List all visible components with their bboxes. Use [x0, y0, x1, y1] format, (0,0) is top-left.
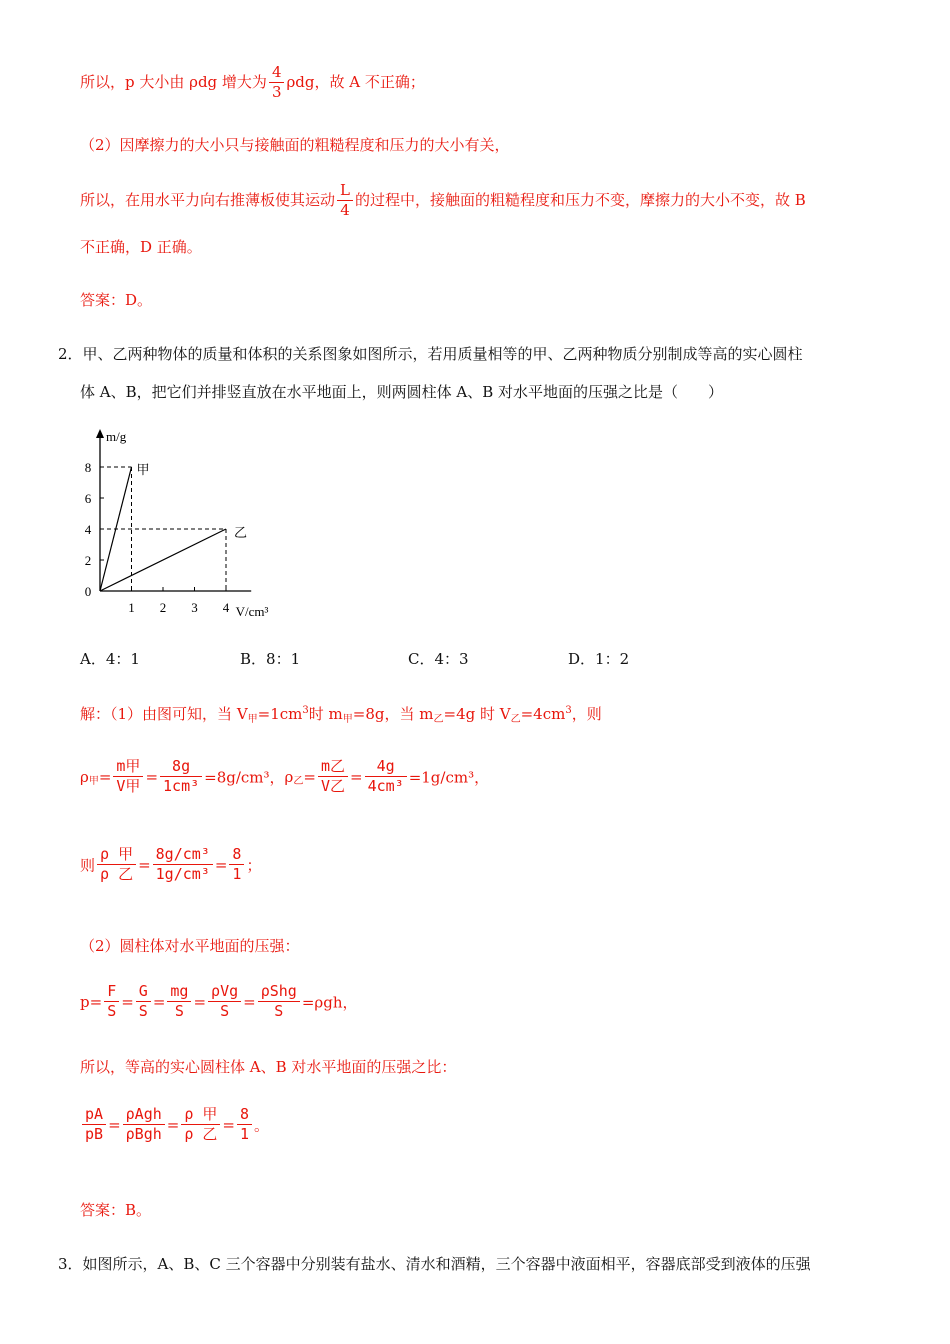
fraction-rhoShg-S: $\frac{\text{ρShg}}{S}$: [258, 983, 300, 1021]
y-tick-label-6: 6: [84, 491, 92, 506]
mass-volume-chart: [72, 420, 342, 630]
sol1-line3: 所以，在用水平力向右推薄板使其运动 $\frac{L}{4}$ 的过程中，接触面的粗糙程度和压力不变，摩擦力的大小不变，故 B: [80, 181, 806, 220]
q2-stem-line1: 2．甲、乙两种物体的质量和体积的关系图象如图所示，若用质量相等的甲、乙两种物质分别制成等高的实心圆柱: [58, 345, 803, 363]
option-b[interactable]: B．8：1: [240, 650, 301, 668]
fraction-rhoAgh-rhoBgh: $\frac{\text{ρAgh}}{\text{ρBgh}}$: [123, 1106, 165, 1144]
sol1-answer: 答案：D。: [80, 291, 153, 309]
sol2-step1: 解：（1）由图可知，当 $V_甲=1cm^3$时 $m_甲=8g$，当 $m_乙=4g$ 时 $V_乙=4cm^3$，则: [80, 705, 602, 725]
fraction-8g-1g: $\frac{\text{8g/cm³}}{\text{1g/cm³}}$: [153, 846, 213, 884]
q3-stem-line1: 3．如图所示，A、B、C 三个容器中分别装有盐水、清水和酒精，三个容器中液面相平，容器底部受到液体的压强: [58, 1255, 811, 1273]
fraction-8g-1cm3: $\frac{8g}{\text{1cm³}}$: [160, 758, 202, 796]
y-tick-label-4: 4: [84, 522, 92, 537]
x-tick-label-3: 3: [191, 600, 198, 615]
fraction-4-3: $\frac{4}{3}$: [269, 64, 285, 102]
fraction-rhojia-rhoyi: $\frac{\text{ρ 甲}}{\text{ρ 乙}}$: [181, 1106, 220, 1144]
fraction-L-4: $\frac{L}{4}$: [337, 182, 353, 220]
option-c[interactable]: C．4：3: [408, 650, 469, 668]
sol1-line1: 所以，p 大小由 ρdg 增大为 $\frac{4}{3}$ ρdg，故 A 不正确；: [80, 63, 425, 102]
q2-stem-line2: 体 A、B，把它们并排竖直放在水平地面上，则两圆柱体 A、B 对水平地面的压强之比是（ ）: [80, 383, 724, 401]
x-axis-label: V/cm³: [235, 604, 269, 619]
y-tick-label-2: 2: [84, 553, 92, 568]
fraction-8-over-1: $\frac{8}{1}$: [237, 1106, 252, 1144]
fraction-G-S: $\frac{G}{S}$: [136, 983, 151, 1021]
fraction-4g-4cm3: $\frac{4g}{\text{4cm³}}$: [365, 758, 407, 796]
y-axis-arrow: [96, 429, 104, 438]
fraction-mg-S: $\frac{mg}{S}$: [167, 983, 191, 1021]
x-tick-label-1: 1: [128, 600, 135, 615]
fraction-rho-ratio: $\frac{\text{ρ 甲}}{\text{ρ 乙}}$: [97, 846, 136, 884]
fraction-F-S: $\frac{F}{S}$: [104, 983, 119, 1021]
sol2-step3: 所以，等高的实心圆柱体 A、B 对水平地面的压强之比：: [80, 1058, 457, 1076]
sol1-line4: 不正确，D 正确。: [80, 238, 202, 256]
series-label-0: 甲: [136, 462, 150, 477]
sol2-answer: 答案：B。: [80, 1201, 152, 1219]
fraction-8-1: $\frac{8}{1}$: [229, 846, 244, 884]
pressure-ratio: $\frac{pA}{pB}$ = $\frac{\text{ρAgh}}{\text{ρBgh}}$ = $\frac{\text{ρ 甲}}{\text{ρ 乙}}$ = $\frac{8}{1}$ 。: [80, 1106, 269, 1144]
y-axis-label: m/g: [106, 429, 127, 444]
x-tick-label-2: 2: [159, 600, 167, 615]
sol2-step2: （2）圆柱体对水平地面的压强：: [80, 937, 300, 955]
option-a[interactable]: A．4：1: [80, 650, 140, 668]
series-label-1: 乙: [234, 525, 248, 540]
y-tick-label-8: 8: [84, 460, 92, 475]
density-ratio: 则 $\frac{\text{ρ 甲}}{\text{ρ 乙}}$ = $\frac{\text{8g/cm³}}{\text{1g/cm³}}$ = $\frac{8}{1}$ ；: [80, 845, 262, 884]
fraction-m-over-v-jia: $\frac{\text{m甲}}{\text{V甲}}$: [113, 758, 143, 796]
fraction-m-over-v-yi: $\frac{\text{m乙}}{\text{V乙}}$: [318, 758, 348, 796]
pressure-formula: p= $\frac{F}{S}$ = $\frac{G}{S}$ = $\frac{mg}{S}$ = $\frac{\text{ρVg}}{S}$ = $\frac{\text{ρShg}}{S}$ =ρgh，: [80, 982, 358, 1021]
fraction-pA-pB: $\frac{pA}{pB}$: [82, 1106, 106, 1144]
option-d[interactable]: D．1：2: [568, 650, 630, 668]
x-tick-label-4: 4: [222, 600, 230, 615]
sol1-line2: （2）因摩擦力的大小只与接触面的粗糙程度和压力的大小有关，: [80, 136, 510, 154]
density-formulas: $\rho_甲=$ $\frac{\text{m甲}}{\text{V甲}}$ = $\frac{8g}{\text{1cm³}}$ =8g/cm³，$\rho_乙=$ $\frac{\text{m乙}}{\text{V乙}}$ = $\frac{4g}{\text{4cm³}}$ =1g/cm³，: [80, 757, 490, 796]
series-line-1: [100, 529, 226, 591]
origin-label: 0: [84, 584, 92, 599]
fraction-rhoVg-S: $\frac{\text{ρVg}}{S}$: [208, 983, 241, 1021]
